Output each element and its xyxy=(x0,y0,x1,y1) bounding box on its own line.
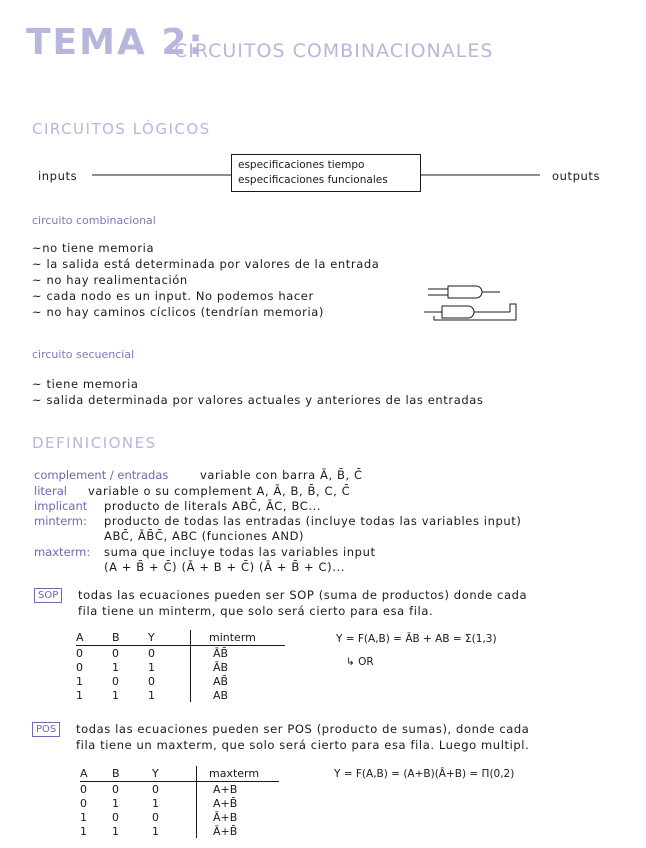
sop-tag: SOP xyxy=(34,588,62,603)
sequential-item-1: ~ tiene memoria xyxy=(32,377,139,391)
table-header: A xyxy=(80,766,112,782)
spec-box-line1: especificaciones tiempo xyxy=(238,159,365,171)
gate-sketch-icon xyxy=(420,280,540,326)
def-term-literal: literal xyxy=(34,484,67,498)
def-text-literal: variable o su complement A, Ā, B, B̄, C, C̄ xyxy=(88,484,351,498)
table-cell: A+B̄ xyxy=(213,796,238,810)
table-cell: 1 xyxy=(76,688,83,702)
table-cell: 0 xyxy=(148,674,191,688)
pos-line-2: fila tiene un maxterm, que solo será cierto para esa fila. Luego multipl. xyxy=(76,738,530,752)
sop-note: ↳ OR xyxy=(346,656,374,668)
table-cell: 0 xyxy=(80,796,87,810)
table-cell: 1 xyxy=(112,660,119,674)
table-cell: 0 xyxy=(152,782,197,797)
table-header: B xyxy=(112,630,148,646)
sop-equation: Y = F(A,B) = ĀB + AB = Σ(1,3) xyxy=(336,633,497,645)
page-subtitle: CIRCUITOS COMBINACIONALES xyxy=(174,40,494,62)
def-term-complement: complement / entradas xyxy=(34,468,169,482)
table-header: Y xyxy=(148,630,191,646)
table-cell: 1 xyxy=(76,674,83,688)
table-row xyxy=(80,796,279,810)
sop-truth-table xyxy=(76,630,285,702)
table-cell: ĀB xyxy=(213,660,229,674)
def-text-implicant: producto de literals ABC̄, ĀC, BC... xyxy=(104,499,322,513)
combinational-item-3: ~ no hay realimentación xyxy=(32,273,188,287)
table-cell: 0 xyxy=(76,646,83,660)
table-cell: Ā+B xyxy=(213,810,238,824)
section-heading-definitions: DEFINICIONES xyxy=(32,434,157,452)
table-cell: AB xyxy=(213,688,229,702)
table-header: Y xyxy=(152,766,197,782)
table-row xyxy=(76,660,285,674)
table-row xyxy=(76,674,285,688)
table-cell: 1 xyxy=(80,810,87,824)
def-term-minterm: minterm: xyxy=(34,514,87,528)
table-cell: 0 xyxy=(152,810,197,824)
def-term-maxterm: maxterm: xyxy=(34,545,91,559)
table-cell: 1 xyxy=(152,824,197,838)
def-text-complement: variable con barra Ā, B̄, C̄ xyxy=(200,468,363,482)
def-text-maxterm: suma que incluye todas las variables input xyxy=(104,545,376,559)
combinational-heading: circuito combinacional xyxy=(32,214,156,227)
table-row xyxy=(80,810,279,824)
table-cell: 1 xyxy=(148,688,191,702)
table-cell: 0 xyxy=(112,674,119,688)
table-row xyxy=(76,646,285,661)
combinational-item-1: ~no tiene memoria xyxy=(32,241,155,255)
table-cell: 1 xyxy=(148,660,191,674)
combinational-item-5: ~ no hay caminos cíclicos (tendrían memoria) xyxy=(32,305,324,319)
table-cell: 1 xyxy=(112,688,119,702)
table-cell: 0 xyxy=(112,782,119,796)
table-header: maxterm xyxy=(197,766,280,782)
def-text-minterm: producto de todas las entradas (incluye todas las variables input) xyxy=(104,514,522,528)
pos-tag: POS xyxy=(32,722,60,737)
combinational-item-4: ~ cada nodo es un input. No podemos hacer xyxy=(32,289,314,303)
combinational-item-2: ~ la salida está determinada por valores de la entrada xyxy=(32,257,380,271)
table-cell: 1 xyxy=(80,824,87,838)
table-cell: 0 xyxy=(148,646,191,661)
sop-line-1: todas las ecuaciones pueden ser SOP (suma de productos) donde cada xyxy=(78,588,528,602)
def-term-implicant: implicant xyxy=(34,499,88,513)
table-cell: 0 xyxy=(80,782,87,796)
page-title: TEMA 2: xyxy=(26,22,205,63)
spec-box-line2: especificaciones funcionales xyxy=(238,174,388,186)
table-header-row xyxy=(76,630,285,646)
table-row xyxy=(80,782,279,797)
pos-equation: Y = F(A,B) = (A+B)(Ā+B) = Π(0,2) xyxy=(334,768,515,780)
spec-box xyxy=(231,154,421,192)
table-header: A xyxy=(76,630,112,646)
def-text-minterm-examples: ABC̄, ĀB̄C̄, ABC (funciones AND) xyxy=(104,529,305,543)
table-cell: 0 xyxy=(112,810,119,824)
table-cell: AB̄ xyxy=(213,674,229,688)
table-row xyxy=(76,688,285,702)
sequential-item-2: ~ salida determinada por valores actuales y anteriores de las entradas xyxy=(32,393,484,407)
table-header: minterm xyxy=(191,630,286,646)
outputs-label: outputs xyxy=(552,169,601,183)
table-cell: A+B xyxy=(213,782,238,796)
pos-truth-table xyxy=(80,766,279,838)
section-heading-logic: CIRCUITOS LÓGICOS xyxy=(32,120,211,138)
table-header-row xyxy=(80,766,279,782)
def-text-maxterm-examples: (A + B̄ + C̄) (Ā + B + C̄) (Ā + B̄ + C)... xyxy=(104,560,346,574)
table-row xyxy=(80,824,279,838)
table-cell: 1 xyxy=(152,796,197,810)
sop-line-2: fila tiene un minterm, que solo será cierto para esa fila. xyxy=(78,604,434,618)
table-cell: 1 xyxy=(112,824,119,838)
table-cell: 0 xyxy=(76,660,83,674)
table-header: B xyxy=(112,766,152,782)
table-cell: 0 xyxy=(112,646,119,660)
table-cell: ĀB̄ xyxy=(213,646,229,660)
inputs-label: inputs xyxy=(38,169,78,183)
table-cell: 1 xyxy=(112,796,119,810)
pos-line-1: todas las ecuaciones pueden ser POS (producto de sumas), donde cada xyxy=(76,722,530,736)
sequential-heading: circuito secuencial xyxy=(32,348,135,361)
table-cell: Ā+B̄ xyxy=(213,824,238,838)
